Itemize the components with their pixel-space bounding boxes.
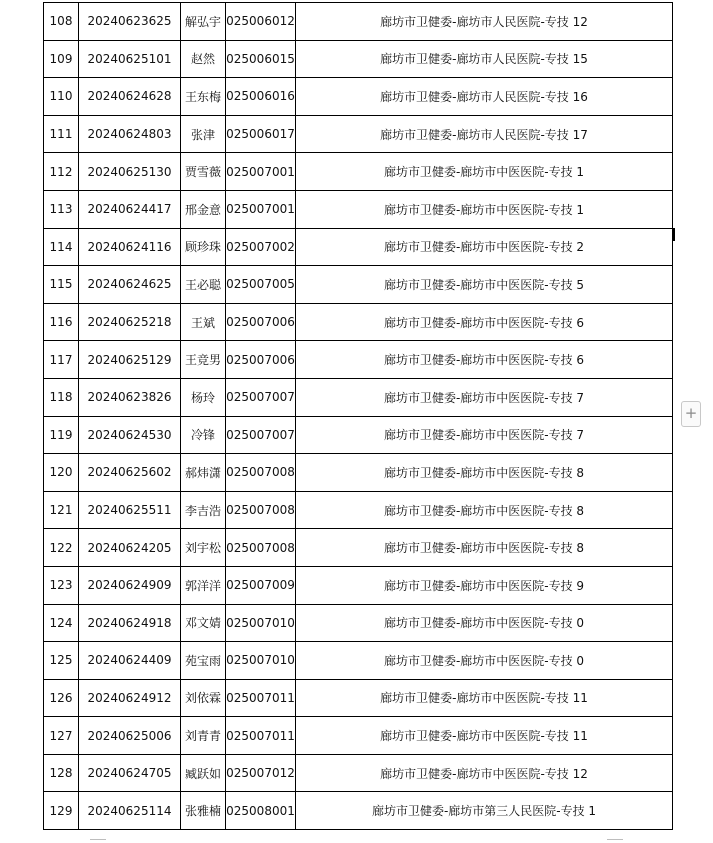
cell-seq: 114 (44, 228, 79, 266)
cell-post-code: 025006015 (226, 40, 296, 78)
cell-post-code: 025007011 (226, 679, 296, 717)
cell-name: 郝炜潇 (181, 454, 226, 492)
cell-position: 廊坊市卫健委-廊坊市中医医院-专技 0 (296, 604, 673, 642)
table-row (44, 754, 673, 792)
cell-name: 赵然 (181, 40, 226, 78)
cell-name: 刘青青 (181, 717, 226, 755)
table-row (44, 153, 673, 191)
cell-exam-number: 20240624417 (79, 190, 181, 228)
cell-name: 李吉浩 (181, 491, 226, 529)
cell-seq: 119 (44, 416, 79, 454)
cell-exam-number: 20240624803 (79, 115, 181, 153)
cell-post-code: 025007006 (226, 303, 296, 341)
cell-position: 廊坊市卫健委-廊坊市人民医院-专技 16 (296, 78, 673, 116)
cell-seq: 112 (44, 153, 79, 191)
table-row (44, 717, 673, 755)
table-row (44, 115, 673, 153)
cell-post-code: 025007010 (226, 642, 296, 680)
cell-seq: 110 (44, 78, 79, 116)
cell-exam-number: 20240624918 (79, 604, 181, 642)
add-row-button[interactable] (681, 401, 701, 427)
cell-exam-number: 20240624909 (79, 566, 181, 604)
cell-post-code: 025007005 (226, 266, 296, 304)
cell-post-code: 025007009 (226, 566, 296, 604)
cell-seq: 125 (44, 642, 79, 680)
cell-exam-number: 20240625101 (79, 40, 181, 78)
cell-position: 廊坊市卫健委-廊坊市人民医院-专技 12 (296, 3, 673, 41)
cell-name: 王必聪 (181, 266, 226, 304)
cell-post-code: 025006017 (226, 115, 296, 153)
cell-exam-number: 20240625218 (79, 303, 181, 341)
cell-position: 廊坊市卫健委-廊坊市人民医院-专技 15 (296, 40, 673, 78)
table-row (44, 416, 673, 454)
cell-post-code: 025006012 (226, 3, 296, 41)
cell-exam-number: 20240624205 (79, 529, 181, 567)
cell-seq: 115 (44, 266, 79, 304)
plus-icon: + (684, 404, 698, 422)
cell-position: 廊坊市卫健委-廊坊市中医医院-专技 11 (296, 679, 673, 717)
cell-seq: 111 (44, 115, 79, 153)
cell-post-code: 025008001 (226, 792, 296, 830)
table-row (44, 566, 673, 604)
cell-name: 顾珍珠 (181, 228, 226, 266)
cell-seq: 124 (44, 604, 79, 642)
cell-seq: 120 (44, 454, 79, 492)
table-row (44, 604, 673, 642)
cell-position: 廊坊市卫健委-廊坊市人民医院-专技 17 (296, 115, 673, 153)
cell-post-code: 025006016 (226, 78, 296, 116)
cell-seq: 117 (44, 341, 79, 379)
cell-exam-number: 20240624628 (79, 78, 181, 116)
cell-post-code: 025007008 (226, 491, 296, 529)
table-row (44, 3, 673, 41)
table-row (44, 679, 673, 717)
table-row (44, 40, 673, 78)
cell-exam-number: 20240624116 (79, 228, 181, 266)
cell-position: 廊坊市卫健委-廊坊市中医医院-专技 11 (296, 717, 673, 755)
cell-seq: 129 (44, 792, 79, 830)
cell-exam-number: 20240623826 (79, 378, 181, 416)
table-row (44, 378, 673, 416)
cell-exam-number: 20240625130 (79, 153, 181, 191)
cell-position: 廊坊市卫健委-廊坊市中医医院-专技 1 (296, 190, 673, 228)
cell-exam-number: 20240624530 (79, 416, 181, 454)
table-row (44, 190, 673, 228)
cell-seq: 123 (44, 566, 79, 604)
table-row (44, 78, 673, 116)
cell-post-code: 025007008 (226, 529, 296, 567)
cell-exam-number: 20240624912 (79, 679, 181, 717)
cell-post-code: 025007012 (226, 754, 296, 792)
cell-name: 张雅楠 (181, 792, 226, 830)
cell-position: 廊坊市卫健委-廊坊市中医医院-专技 0 (296, 642, 673, 680)
cell-name: 王东梅 (181, 78, 226, 116)
table-row (44, 642, 673, 680)
cell-position: 廊坊市卫健委-廊坊市中医医院-专技 12 (296, 754, 673, 792)
cell-name: 王竞男 (181, 341, 226, 379)
table-row (44, 491, 673, 529)
cell-seq: 127 (44, 717, 79, 755)
cell-name: 刘依霖 (181, 679, 226, 717)
cell-name: 刘宇松 (181, 529, 226, 567)
cell-name: 臧跃如 (181, 754, 226, 792)
candidate-table-body (44, 3, 673, 830)
cell-position: 廊坊市卫健委-廊坊市中医医院-专技 8 (296, 529, 673, 567)
cell-name: 王斌 (181, 303, 226, 341)
cell-name: 杨玲 (181, 378, 226, 416)
cell-seq: 108 (44, 3, 79, 41)
cell-exam-number: 20240624625 (79, 266, 181, 304)
cell-position: 廊坊市卫健委-廊坊市中医医院-专技 7 (296, 416, 673, 454)
cell-position: 廊坊市卫健委-廊坊市中医医院-专技 1 (296, 153, 673, 191)
cell-post-code: 025007001 (226, 153, 296, 191)
cell-position: 廊坊市卫健委-廊坊市中医医院-专技 9 (296, 566, 673, 604)
cell-post-code: 025007002 (226, 228, 296, 266)
table-row (44, 341, 673, 379)
table-row (44, 454, 673, 492)
cell-position: 廊坊市卫健委-廊坊市中医医院-专技 6 (296, 341, 673, 379)
cell-seq: 122 (44, 529, 79, 567)
table-row (44, 792, 673, 830)
cell-seq: 116 (44, 303, 79, 341)
cell-exam-number: 20240624705 (79, 754, 181, 792)
cell-name: 邢金意 (181, 190, 226, 228)
cell-seq: 118 (44, 378, 79, 416)
page-edge-mark-right (607, 839, 623, 840)
cell-post-code: 025007006 (226, 341, 296, 379)
table-row (44, 303, 673, 341)
cell-post-code: 025007008 (226, 454, 296, 492)
cell-post-code: 025007007 (226, 378, 296, 416)
cell-position: 廊坊市卫健委-廊坊市中医医院-专技 8 (296, 454, 673, 492)
cell-seq: 128 (44, 754, 79, 792)
cell-position: 廊坊市卫健委-廊坊市中医医院-专技 5 (296, 266, 673, 304)
cell-position: 廊坊市卫健委-廊坊市中医医院-专技 6 (296, 303, 673, 341)
cell-position: 廊坊市卫健委-廊坊市中医医院-专技 8 (296, 491, 673, 529)
cell-post-code: 025007010 (226, 604, 296, 642)
cell-post-code: 025007007 (226, 416, 296, 454)
cell-exam-number: 20240625006 (79, 717, 181, 755)
text-cursor (672, 228, 675, 241)
table-row (44, 529, 673, 567)
cell-name: 冷锋 (181, 416, 226, 454)
cell-name: 苑宝雨 (181, 642, 226, 680)
cell-seq: 109 (44, 40, 79, 78)
table-row (44, 266, 673, 304)
cell-name: 张津 (181, 115, 226, 153)
cell-name: 解弘宇 (181, 3, 226, 41)
cell-post-code: 025007001 (226, 190, 296, 228)
table-row (44, 228, 673, 266)
cell-name: 郭洋洋 (181, 566, 226, 604)
cell-position: 廊坊市卫健委-廊坊市中医医院-专技 2 (296, 228, 673, 266)
cell-exam-number: 20240625602 (79, 454, 181, 492)
cell-exam-number: 20240625129 (79, 341, 181, 379)
cell-seq: 121 (44, 491, 79, 529)
cell-name: 邓文婧 (181, 604, 226, 642)
cell-exam-number: 20240623625 (79, 3, 181, 41)
cell-post-code: 025007011 (226, 717, 296, 755)
cell-seq: 113 (44, 190, 79, 228)
cell-position: 廊坊市卫健委-廊坊市中医医院-专技 7 (296, 378, 673, 416)
page-edge-mark-left (90, 839, 106, 840)
cell-position: 廊坊市卫健委-廊坊市第三人民医院-专技 1 (296, 792, 673, 830)
candidate-table (43, 2, 673, 830)
cell-exam-number: 20240625114 (79, 792, 181, 830)
cell-seq: 126 (44, 679, 79, 717)
cell-name: 贾雪薇 (181, 153, 226, 191)
cell-exam-number: 20240625511 (79, 491, 181, 529)
cell-exam-number: 20240624409 (79, 642, 181, 680)
